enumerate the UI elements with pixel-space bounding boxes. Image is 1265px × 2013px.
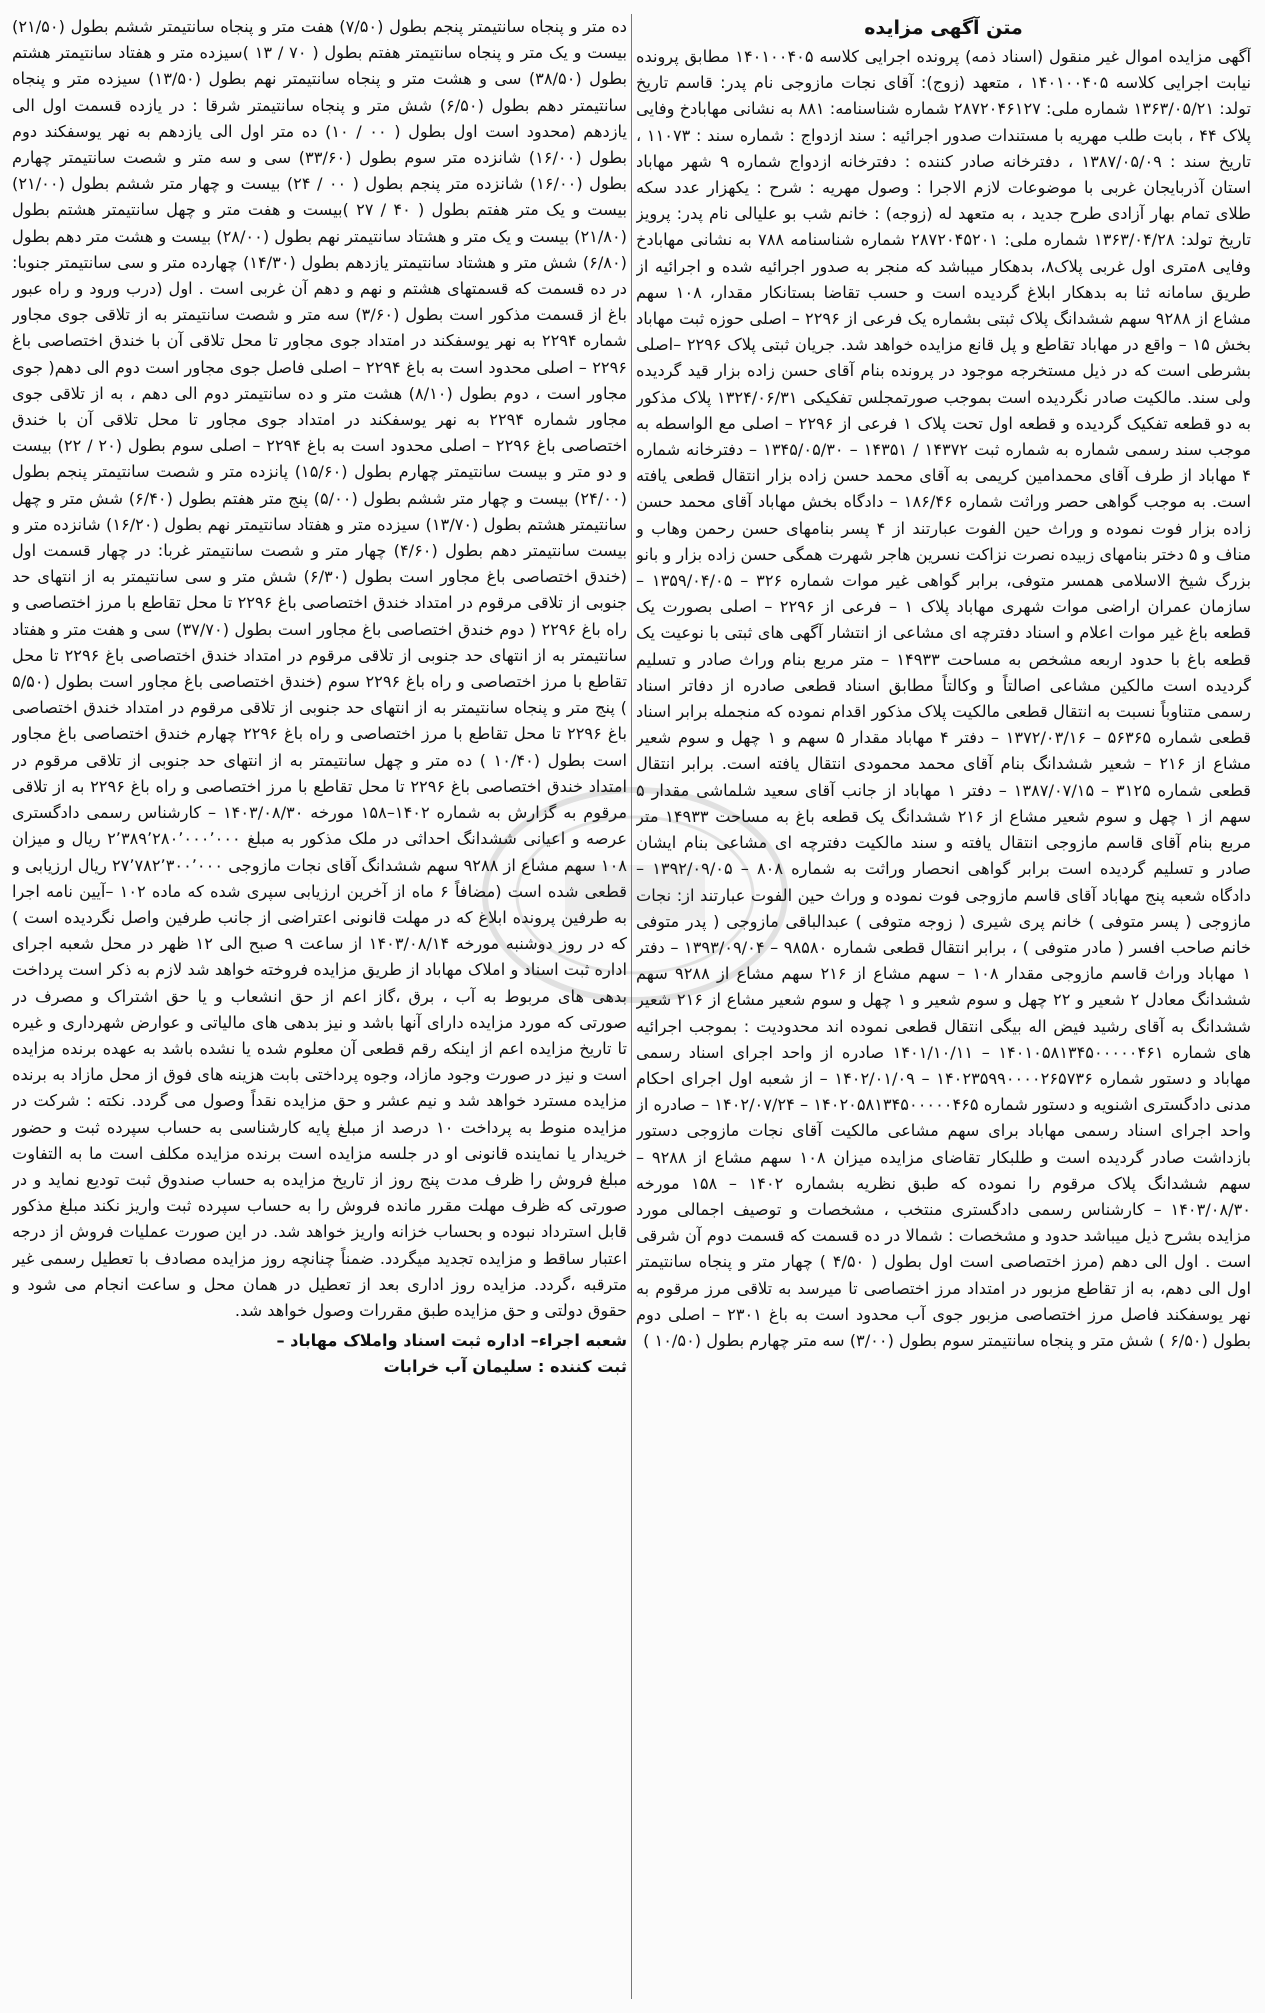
notice-left-column [12, 14, 627, 1999]
notice-body-right: آگهی مزایده اموال غیر منقول (اسناد ذمه) پرونده اجرایی کلاسه ۱۴۰۱۰۰۴۰۵ مطابق پرونده نیابت اجرایی کلاسه ۱۴۰۱۰۰۴۰۵ ، متعهد (زوج): آقای نجات مازوجی نام پدر: قاسم تاریخ تولد: ۱۳۶۳/۰۵/۲۱ شماره ملی: ۲۸۷۲۰۴۶۱۲۷ شماره شناسنامه: ۸۸۱ به نشانی مهابادخ وفایی پلاک ۴۴ ، بابت طلب مهریه با مستندات صدور اجرائیه : سند ازدواج : شماره سند : ۱۱۰۷۳ ، تاریخ سند : ۱۳۸۷/۰۵/۰۹ ، دفترخانه صادر کننده : دفترخانه ازدواج شماره ۹ شهر مهاباد استان آذربایجان غربی با موضوعات لازم الاجرا : وصول مهریه : شرح : یکهزار عدد سکه طلای تمام بهار آزادی طرح جدید ، به متعهد له (زوجه) : خانم شب بو علیالی نام پدر: پرویز تاریخ تولد: ۱۳۶۳/۰۴/۲۸ شماره ملی: ۲۸۷۲۰۴۵۲۰۱ شماره شناسنامه ۷۸۸ به نشانی مهابادخ وفایی ۸متری اول غربی پلاک۸، بدهکار میباشد که منجر به صدور اجرائیه شده و اجرائیه از طریق سامانه ثنا به بدهکار ابلاغ گردیده است و حسب تقاضا بستانکار مقدار، ۱۰۸ سهم مشاع از ۹۲۸۸ سهم ششدانگ پلاک ثبتی بشماره یک فرعی از ۲۲۹۶ – اصلی حوزه ثبت مهاباد بخش ۱۵ – واقع در مهاباد تقاطع و پل قانع مزایده خواهد شد. جریان ثبتی پلاک ۲۲۹۶ –اصلی بشرطی است که در ذیل مستخرجه موجود در پرونده بنام آقای حسن زاده بزار قید گردیده ولی سند. مالکیت صادر نگردیده است بموجب صورتمجلس تفکیکی ۱۳۲۴/۰۶/۳۱ پلاک مذکور به دو قطعه تفکیک گردیده و قطعه اول تحت پلاک ۱ فرعی از ۲۲۹۶ – اصلی مع الواسطه به موجب سند رسمی شماره به شماره ثبت ۱۴۳۷۲ / ۱۴۳۵۱ – ۱۳۴۵/۰۵/۳۰ – دفترخانه شماره ۴ مهاباد از طرف آقای محمدامین کریمی به آقای محمد حسن زاده بزار انتقال قطعی یافته است. به موجب گواهی حصر وراثت شماره ۱۸۶/۴۶ – دادگاه بخش مهاباد آقای محمد حسن زاده بزار فوت نموده و وراث حین الفوت عبارتند از ۴ پسر بنامهای حسن رحمن وهاب و مناف و ۵ دختر بنامهای زبیده نصرت نزاکت نسرین هاجر شهرت همگی حسن زاده بزار و بانو بزرگ شیخ الاسلامی همسر متوفی، برابر گواهی غیر موات شماره ۳۲۶ – ۱۳۵۹/۰۴/۰۵ – سازمان عمران اراضی موات شهری مهاباد پلاک ۱ – فرعی از ۲۲۹۶ – اصلی بصورت یک قطعه باغ غیر موات اعلام و اسناد دفترچه ای مشاعی از انتشار آگهی های ثبتی با نوعیت یک قطعه باغ با حدود اربعه مشخص به مساحت ۱۴۹۳۳ – متر مربع بنام وراث صادر و تسلیم گردیده است مالکین مشاعی اصالتاً و وکالتاً مطابق اسناد قطعی صادره از دفاتر اسناد رسمی متناوباً نسبت به انتقال قطعی مالکیت پلاک مذکور اقدام نموده که منجمله برابر اسناد قطعی شماره ۵۶۳۶۵ – ۱۳۷۲/۰۳/۱۶ – دفتر ۴ مهاباد مقدار ۵ سهم و ۱ چهل و سوم شعیر مشاع از ۲۱۶ – شعیر ششدانگ بنام آقای محمد محمودی انتقال یافته است. برابر انتقال قطعی شماره ۳۱۲۵ – ۱۳۸۷/۰۷/۱۵ – دفتر ۱ مهاباد از جانب آقای سعید شلماشی مقدار ۵ سهم از ۱ چهل و سوم شعیر مشاع از ۲۱۶ ششدانگ یک قطعه باغ به مساحت ۱۴۹۳۳ متر مربع بنام آقای قاسم مازوجی انتقال یافته و سند مالکیت دفترچه ای مشاعی بنام ایشان صادر و تسلیم گردیده است برابر گواهی انحصار وراثت به شماره ۸۰۸ – ۱۳۹۲/۰۹/۰۵ – دادگاه شعبه پنج مهاباد آقای قاسم مازوجی فوت نموده و وراث حین الفوت عبارتند از: نجات مازوجی ( پسر متوفی ) خانم پری شیری ( زوجه متوفی ) عبدالباقی مازوجی ( پدر متوفی خانم صاحب افسر ( مادر متوفی ) ، برابر انتقال قطعی شماره ۹۸۵۸۰ – ۱۳۹۳/۰۹/۰۴ – دفتر ۱ مهاباد وراث قاسم مازوجی مقدار ۱۰۸ – سهم مشاع از ۲۱۶ سهم مشاع از ۹۲۸۸ سهم ششدانگ معادل ۲ شعیر و ۲۲ چهل و سوم شعیر و ۱ چهل و سوم شعیر مشاع از ۲۱۶ شعیر ششدانگ به آقای رشید فیض اله بیگی انتقال قطعی نموده اند محدودیت : بموجب اجرائیه های شماره ۱۴۰۱۰۵۸۱۳۴۵۰۰۰۰۰۴۶۱ – ۱۴۰۱/۱۰/۱۱ صادره از واحد اجرای اسناد رسمی مهاباد و دستور شماره ۱۴۰۲۳۵۹۹۰۰۰۰۲۶۵۷۳۶ – ۱۴۰۲/۰۱/۰۹ – از شعبه اول اجرای احکام مدنی دادگستری اشنویه و دستور شماره ۱۴۰۲۰۵۸۱۳۴۵۰۰۰۰۰۴۶۵ – ۱۴۰۲/۰۷/۲۴ – صادره از واحد اجرای اسناد رسمی مهاباد برای سهم مشاعی مالکیت آقای نجات مازوجی دستور بازداشت صادر گردیده است و طلبکار تقاضای مزایده میزان ۱۰۸ سهم مشاع از ۹۲۸۸ – سهم ششدانگ پلاک مرقوم را نموده که طبق نظریه بشماره ۱۴۰۲ – ۱۵۸ مورخه ۱۴۰۳/۰۸/۳۰ – کارشناس رسمی دادگستری منتخب ، مشخصات و توصیف اجمالی مورد مزایده بشرح ذیل میباشد حدود و مشخصات : شمالا در ده قسمت که قسمت دوم آن شرقی است . اول الی دهم (مرز اختصاصی است اول بطول ( ۴/۵۰ ) چهار متر و پنجاه سانتیمتر اول الی دهم، به از تقاطع مزبور در امتداد مرز اختصاصی تا میرسد به تلاقی مرز مرقوم به نهر یوسفکند فاصل مرز اختصاصی مزبور جوی آب محدود است به باغ ۲۳۰۱ – اصلی دوم بطول (۶/۵۰ ) شش متر و پنجاه سانتیمتر سوم بطول (۳/۰۰) سه متر چهارم بطول (۱۰/۵۰ ) [636, 47, 1251, 1350]
notice-right-column [636, 14, 1251, 1999]
registrar-line: ثبت کننده : سلیمان آب خرابات [383, 1357, 627, 1377]
notice-title: متن آگهی مزایده [864, 17, 1023, 39]
notice-body-left: ده متر و پنجاه سانتیمتر پنجم بطول (۷/۵۰) هفت متر و پنجاه سانتیمتر ششم بطول (۲۱/۵۰) بیست و یک متر و پنجاه سانتیمتر هفتم بطول ( ۷۰ / ۱۳ )سیزده متر و هفتاد سانتیمتر هشتم بطول (۳۸/۵۰) سی و هشت متر و پنجاه سانتیمتر نهم بطول (۱۳/۵۰) سیزده متر و پنجاه سانتیمتر دهم بطول (۶/۵۰) شش متر و پنجاه سانتیمتر شرقا : در یازده قسمت اول الی یازدهم (محدود است اول بطول ( ۰۰ / ۱۰) ده متر اول الی یازدهم به نهر یوسفکند دوم بطول (۱۶/۰۰) شانزده متر سوم بطول (۳۳/۶۰) سی و سه متر و شصت سانتیمتر چهارم بطول (۱۶/۰۰) شانزده متر پنجم بطول ( ۰۰ / ۲۴) بیست و چهار متر ششم بطول (۲۱/۰۰) بیست و یک متر هفتم بطول ( ۴۰ / ۲۷ )بیست و هفت متر و چهل سانتیمتر هشتم بطول (۲۱/۸۰) بیست و یک متر و هشتاد سانتیمتر نهم بطول (۲۸/۰۰) بیست و هشت متر دهم بطول (۶/۸۰) شش متر و هشتاد سانتیمتر یازدهم بطول (۱۴/۳۰) چهارده متر و سی سانتیمتر جنوبا: در ده قسمت که قسمتهای هشتم و نهم و دهم آن غربی است . اول (درب ورود و راه عبور باغ از قسمت مذکور است بطول (۳/۶۰) سه متر و شصت سانتیمتر به از تلاقی جوی مجاور شماره ۲۲۹۴ به نهر یوسفکند در امتداد جوی مجاور تا محل تلاقی آن با خندق اختصاصی باغ ۲۲۹۶ – اصلی محدود است به باغ ۲۲۹۴ – اصلی فاصل جوی مجاور است دوم الی دهم( جوی مجاور است ، دوم بطول (۸/۱۰) هشت متر و ده سانتیمتر دوم الی دهم ، به از تلاقی جوی مجاور شماره ۲۲۹۴ به نهر یوسفکند در امتداد جوی مجاور تا محل تلاقی آن با خندق اختصاصی باغ ۲۲۹۶ – اصلی محدود است به باغ ۲۲۹۴ – اصلی سوم بطول (۲۰ / ۲۲) بیست و دو متر و بیست سانتیمتر چهارم بطول (۱۵/۶۰) پانزده متر و شصت سانتیمتر پنجم بطول (۲۴/۰۰) بیست و چهار متر ششم بطول (۵/۰۰) پنج متر هفتم بطول (۶/۴۰) شش متر و چهل سانتیمتر هشتم بطول (۱۳/۷۰) سیزده متر و هفتاد سانتیمتر نهم بطول (۱۶/۲۰) شانزده متر و بیست سانتیمتر دهم بطول (۴/۶۰) چهار متر و شصت سانتیمتر غربا: در چهار قسمت اول (خندق اختصاصی باغ مجاور است بطول (۶/۳۰) شش متر و سی سانتیمتر به از انتهای حد جنوبی از تلاقی مرقوم در امتداد خندق اختصاصی باغ ۲۲۹۶ تا محل تقاطع با مرز اختصاصی و راه باغ ۲۲۹۶ ( دوم خندق اختصاصی باغ مجاور است بطول (۳۷/۷۰) سی و هفت متر و هفتاد سانتیمتر به از انتهای حد جنوبی از تلاقی مرقوم در امتداد خندق اختصاصی باغ ۲۲۹۶ تا محل تقاطع با مرز اختصاصی و راه باغ ۲۲۹۶ سوم (خندق اختصاصی باغ مجاور است بطول (۵/۵۰ ) پنج متر و پنجاه سانتیمتر به از انتهای حد جنوبی از تلاقی مرقوم در امتداد خندق اختصاصی باغ ۲۲۹۶ تا محل تقاطع با مرز اختصاصی و راه باغ ۲۲۹۶ چهارم خندق اختصاصی باغ مجاور است بطول (۱۰/۴۰ ) ده متر و چهل سانتیمتر به از انتهای حد جنوبی از تلاقی مرقوم در امتداد خندق اختصاصی باغ ۲۲۹۶ تا محل تقاطع با مرز اختصاصی و راه باغ ۲۲۹۶ به از تلاقی مرقوم به گزارش به شماره ۱۴۰۲–۱۵۸ مورخه ۱۴۰۳/۰۸/۳۰ – کارشناس رسمی دادگستری عرصه و اعیانی ششدانگ احداثی در ملک مذکور به مبلغ ۲٬۳۸۹٬۲۸۰٬۰۰۰٬۰۰۰ ریال و میزان ۱۰۸ سهم مشاع از ۹۲۸۸ سهم ششدانگ آقای نجات مازوجی ۲۷٬۷۸۲٬۳۰۰٬۰۰۰ ریال ارزیابی و قطعی شده است (مضافاً ۶ ماه از آخرین ارزیابی سپری شده که ماده ۱۰۲ –آیین نامه اجرا به طرفین پرونده ابلاغ که در مهلت قانونی اعتراضی از جانب طرفین واصل نگردیده است ) که در روز دوشنبه مورخه ۱۴۰۳/۰۸/۱۴ از ساعت ۹ صبح الی ۱۲ ظهر در محل شعبه اجرای اداره ثبت اسناد و املاک مهاباد از طریق مزایده فروخته خواهد شد لازم به ذکر است پرداخت بدهی های مربوط به آب ، برق ،گاز اعم از حق انشعاب و یا حق اشتراک و مصرف در صورتی که مورد مزایده دارای آنها باشد و نیز بدهی های مالیاتی و عوارض شهرداری و غیره تا تاریخ مزایده اعم از اینکه رقم قطعی آن معلوم شده یا نشده باشد به عهده برنده مزایده است و نیز در صورت وجود مازاد، وجوه پرداختی بابت هزینه های فوق از محل مازاد به برنده مزایده مسترد خواهد شد و نیم عشر و حق مزایده نقداً وصول می گردد. نکته : شرکت در مزایده منوط به پرداخت ۱۰ درصد از مبلغ پایه کارشناسی به حساب سپرده ثبت و حضور خریدار یا نماینده قانونی او در جلسه مزایده است برنده مزایده مکلف است ما به التفاوت مبلغ فروش را ظرف مدت پنج روز از تاریخ مزایده به حساب صندوق ثبت تودیع نماید و در صورتی که ظرف مهلت مقرر مانده فروش را به حساب سپرده ثبت واریز نکند مبلغ مذکور قابل استرداد نبوده و بحساب خزانه واریز خواهد شد. در این صورت عملیات فروش از درجه اعتبار ساقط و مزایده تجدید میگردد. ضمناً چنانچه روز مزایده مصادف با تعطیل رسمی غیر مترقبه ،گردد. مزایده روز اداری بعد از تعطیل در همان محل و ساعت انجام می شود و حقوق دولتی و حق مزایده طبق مقررات وصول خواهد شد. [12, 17, 627, 1320]
column-divider [631, 14, 632, 1999]
issuing-office: شعبه اجراء– اداره ثبت اسناد واملاک مهاباد – [276, 1331, 627, 1351]
